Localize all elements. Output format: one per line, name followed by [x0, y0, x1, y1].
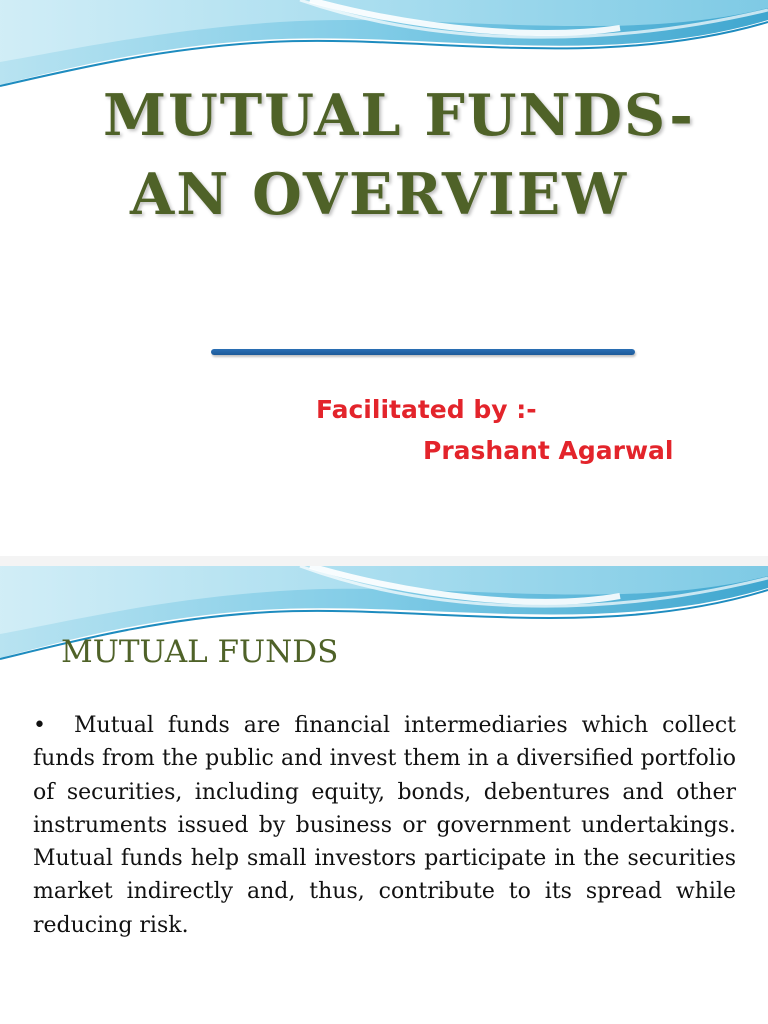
bullet-icon: • [33, 713, 46, 738]
title-divider [211, 349, 635, 355]
section-heading: MUTUAL FUNDS [61, 634, 339, 670]
slide-title-line-1: MUTUAL FUNDS- [103, 82, 695, 149]
body-paragraph [33, 709, 736, 942]
facilitator-name: Prashant Agarwal [423, 436, 674, 465]
slide-separator [0, 556, 768, 566]
content-slide [0, 566, 768, 1024]
body-text: Mutual funds are financial intermediaries which collect funds from the public and invest them in a diversified portfolio of securities, including equity, bonds, debentures and other instruments issued by business or government undertakings. Mutual funds help small investors participate in the securities market indirectly and, thus, contribute to its spread while reducing risk. [33, 713, 736, 938]
slide-title-line-2: AN OVERVIEW [130, 161, 629, 228]
wave-header-graphic [0, 0, 768, 90]
facilitator-label: Facilitated by :- [316, 395, 537, 424]
